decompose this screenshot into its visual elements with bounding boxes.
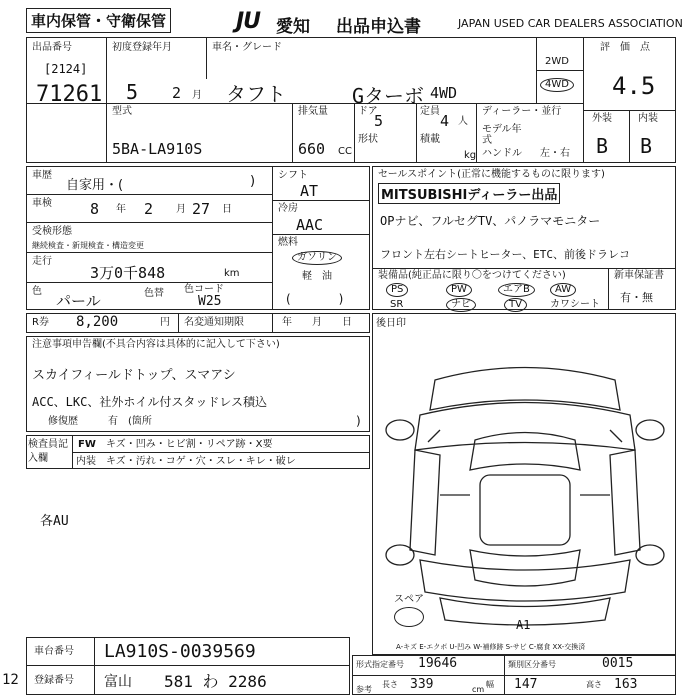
ju-logo: JU (236, 9, 261, 34)
dealer-label: ディーラー・並行 (482, 106, 562, 117)
dealer-listing: MITSUBISHIディーラー出品 (378, 183, 560, 204)
interior-check-options: キズ・汚れ・コゲ・穴・スレ・キレ・破レ (106, 456, 296, 467)
spare-label: スペア (394, 594, 424, 605)
height-label: 高さ (586, 680, 602, 689)
repair-history-label: 修復歴 (48, 416, 78, 427)
interior-check-label: 内装 (76, 456, 96, 467)
capacity-unit: 人 (458, 116, 468, 127)
capacity-label: 定員 (420, 106, 440, 117)
ac-label: 冷房 (278, 203, 298, 214)
storage-title: 車内保管・守衛保管 (26, 8, 171, 33)
plate-region: 富山 (104, 674, 132, 690)
equip-aw: AW (550, 283, 576, 297)
model-label: 型式 (112, 106, 132, 117)
drive-type: 4WD (430, 84, 458, 102)
lot-number: 71261 (36, 82, 103, 107)
yen-unit: 円 (160, 317, 170, 328)
equipment-label: 装備品(純正品に限り〇をつけてください) (378, 270, 566, 281)
cert-value: 19646 (418, 656, 458, 671)
equip-leather: カワシート (550, 299, 600, 310)
inspection-month: 2 (144, 200, 154, 218)
rating-label: 評 価 点 (600, 42, 650, 53)
exterior-label: 外装 (592, 113, 612, 124)
color-code: W25 (198, 294, 222, 309)
fuel-diesel: 軽 油 (302, 271, 332, 282)
handle-options: 左・右 (540, 148, 570, 159)
kg-unit: kg (464, 150, 477, 161)
color-swap-label: 色替 (144, 288, 164, 299)
displacement-label: 排気量 (298, 106, 328, 117)
width-value: 147 (514, 677, 538, 692)
ac-value: AAC (296, 216, 324, 234)
displacement: 660 (298, 140, 326, 158)
inspection-day: 27 (192, 200, 211, 218)
inspection-year: 8 (90, 200, 100, 218)
equip-navi: ナビ (446, 298, 476, 312)
width-label: 幅 (486, 680, 494, 689)
model-year-label: モデル年式 (482, 124, 522, 146)
exterior-grade: B (596, 134, 609, 158)
shift-value: AT (300, 182, 319, 200)
interior-label: 内装 (638, 113, 658, 124)
fw-options: キズ・凹み・ヒビ割・リペア跡・X要 (106, 439, 273, 450)
class-value: 0015 (602, 656, 634, 671)
interior-grade: B (640, 134, 653, 158)
plate-label: 登録番号 (34, 675, 74, 686)
model-code: 5BA-LA910S (112, 140, 203, 158)
rating-value: 4.5 (612, 72, 656, 100)
class-label: 類別区分番号 (508, 660, 556, 669)
chassis-number: LA910S-0039569 (104, 641, 256, 662)
acceptance-label: 受検形態 (32, 226, 72, 237)
notes-line-2: ACC、LKC、社外ホイル付スタッドレス積込 (32, 395, 267, 409)
first-reg-label: 初度登録年月 (112, 42, 172, 53)
damage-legend: A-キズ E-エクボ U-凹み W-補修跡 S-サビ C-腐食 XX-交換済 (396, 643, 586, 651)
handle-label: ハンドル (482, 148, 522, 159)
drive-2wd-label: 2WD (545, 56, 569, 67)
sales-point-label: セールスポイント(正常に機能するものに限ります) (378, 169, 605, 180)
handwritten-note: 各AU (40, 514, 69, 529)
manual-label: 新車保証書 (614, 270, 664, 281)
a1-note: A1 (516, 618, 531, 632)
plate-number: 581 わ 2286 (164, 672, 267, 691)
form-title: 出品申込書 (336, 17, 421, 37)
equip-tv: TV (504, 298, 527, 312)
vehicle-history-value: 自家用・( (66, 178, 124, 193)
cert-label: 形式指定番号 (356, 660, 404, 669)
spare-tire-icon (394, 607, 424, 627)
drive-4wd-label: 4WD (540, 78, 574, 92)
inspection-label: 車検 (32, 198, 52, 209)
notes-label: 注意事項申告欄(不具合内容は具体的に記入して下さい) (32, 339, 280, 350)
km-unit: km (224, 268, 240, 279)
reg-month: 2 (172, 84, 182, 102)
length-label: 長さ (382, 680, 398, 689)
equip-ps: PS (386, 283, 408, 297)
car-diagram-icon (380, 330, 670, 630)
fuel-label: 燃料 (278, 237, 298, 248)
association-name: JAPAN USED CAR DEALERS ASSOCIATION (458, 17, 683, 30)
manual-options: 有・無 (620, 291, 653, 304)
month-unit: 月 (192, 90, 202, 101)
color-code-label: 色コード (184, 284, 224, 295)
fuel-gasoline: ガソリン (292, 251, 342, 265)
doors-label: ドア (358, 106, 378, 117)
height-value: 163 (614, 677, 638, 692)
recycle-value: 8,200 (76, 314, 119, 330)
margin-note: 12 (2, 672, 19, 688)
inspection-month-unit: 月 (176, 204, 186, 215)
inspector-label: 検査員記入欄 (28, 439, 68, 464)
equip-airbag: エアB (498, 283, 535, 297)
sales-line-1: OPナビ、フルセグTV、パノラマモニター (380, 214, 601, 228)
name-change-date: 年 月 日 (282, 317, 352, 328)
inspection-day-unit: 日 (222, 204, 232, 215)
recycle-label: R券 (32, 317, 49, 328)
acceptance-options: 継続検査・新規検査・構造変更 (32, 241, 144, 250)
cc-unit: CC (338, 146, 352, 157)
ref-label: 参考 (356, 685, 372, 694)
notes-line-1: スカイフィールドトップ、スマアシ (32, 368, 236, 383)
brand-name: 愛知 (276, 17, 310, 37)
length-unit: cm (472, 685, 485, 694)
doors: 5 (374, 112, 384, 130)
sales-line-2: フロント左右シートヒーター、ETC、前後ドラレコ (380, 248, 630, 261)
mileage-label: 走行 (32, 256, 52, 267)
shift-label: シフト (278, 170, 308, 181)
length-value: 339 (410, 677, 434, 692)
chassis-label: 車台番号 (34, 646, 74, 657)
afterfit-label: 後日印 (376, 318, 406, 329)
lot-sub: [2124] (44, 62, 88, 76)
color-value: パール (56, 292, 101, 310)
equip-pw: PW (446, 283, 472, 297)
capacity: 4 (440, 112, 450, 130)
vehicle-history-label: 車歴 (32, 170, 52, 181)
fw-label: FW (78, 439, 96, 450)
lot-number-label: 出品番号 (32, 42, 72, 53)
repair-history-value: 有 (箇所 (108, 416, 152, 427)
car-name-label: 車名・グレード (212, 42, 282, 53)
car-name: タフト (226, 82, 286, 106)
mileage: 3万0千848 (90, 264, 166, 282)
equip-sr: SR (390, 299, 404, 310)
shape-label: 形状 (358, 134, 378, 145)
grade: Gターボ (352, 84, 425, 108)
reg-year: 5 (126, 80, 139, 104)
name-change-label: 名変通知期限 (184, 317, 244, 328)
inspection-year-unit: 年 (116, 204, 126, 215)
load-label: 積載 (420, 134, 440, 145)
color-label: 色 (32, 286, 42, 297)
